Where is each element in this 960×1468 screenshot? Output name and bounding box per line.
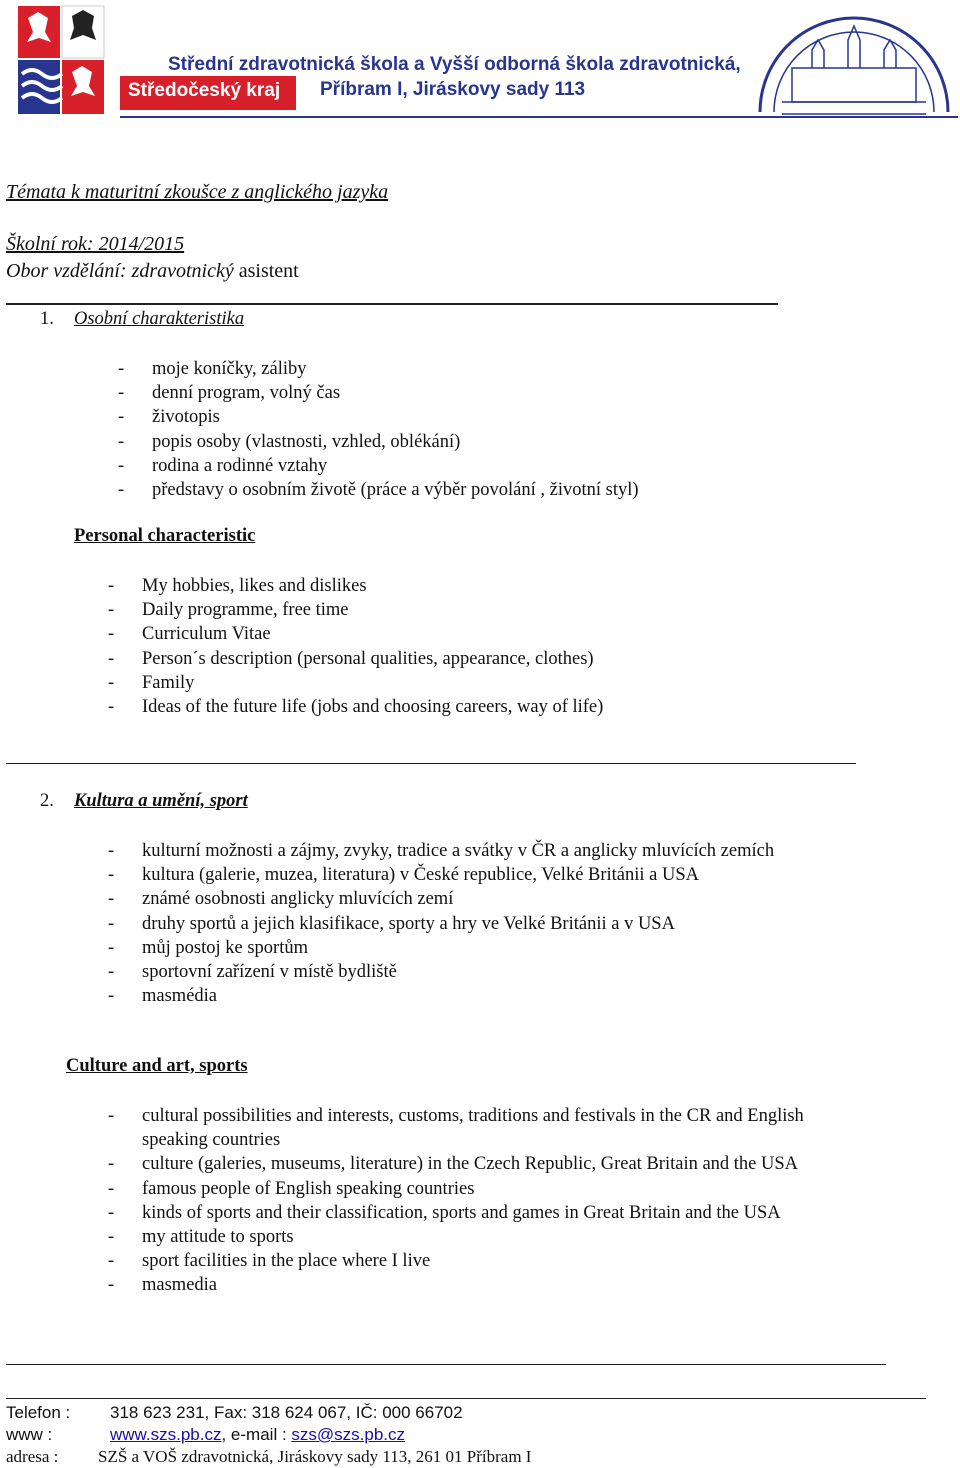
list-bullet: -: [108, 1106, 115, 1126]
list-item: [118, 478, 639, 502]
section-number: 1.: [40, 309, 54, 329]
list-bullet: -: [108, 913, 115, 934]
email-label: , e-mail :: [221, 1425, 287, 1444]
school-year: Školní rok: 2014/2015: [6, 233, 185, 255]
section-title: Osobní charakteristika: [74, 309, 245, 329]
section-divider: [6, 303, 778, 305]
list-item-text: famous people of English speaking countries: [142, 1178, 475, 1199]
list-item-text: masmédia: [142, 986, 218, 1007]
list-item: [118, 357, 639, 381]
region-coat-of-arms-icon: [16, 4, 106, 116]
list-bullet: -: [108, 986, 115, 1007]
list-item: [108, 1249, 804, 1273]
field-of-study: [6, 260, 299, 283]
section-divider: [6, 763, 856, 764]
www-label: www :: [6, 1425, 53, 1444]
list-item: [108, 574, 603, 598]
list-bullet: -: [108, 1154, 115, 1175]
list-item-text: culture (galeries, museums, literature) in the Czech Republic, Great Britain and the USA: [142, 1154, 799, 1175]
list-item-text: představy o osobním životě (práce a výběr povolání , životní styl): [152, 480, 639, 501]
footer-phone: [6, 1403, 463, 1423]
list-item-text: známé osobnosti anglicky mluvících zemí: [142, 889, 454, 910]
list-bullet: -: [108, 648, 115, 669]
list-item-text: My hobbies, likes and dislikes: [142, 576, 367, 596]
list-item-text: Family: [142, 672, 195, 693]
page-header: [0, 0, 960, 125]
list-item-text: rodina a rodinné vztahy: [152, 455, 328, 476]
footer-divider: [6, 1398, 926, 1399]
address-value: SZŠ a VOŠ zdravotnická, Jiráskovy sady 113, 261 01 Příbram I: [98, 1447, 532, 1466]
list-item-text: sportovní zařízení v místě bydliště: [142, 962, 397, 983]
email-link[interactable]: szs@szs.pb.cz: [291, 1425, 406, 1444]
list-item-text: denní program, volný čas: [152, 383, 341, 404]
list-item-text: můj postoj ke sportům: [142, 937, 308, 958]
list-bullet: -: [108, 672, 115, 693]
list-bullet: -: [108, 841, 115, 861]
list-bullet: -: [108, 1251, 115, 1272]
czech-topic-list: [108, 839, 774, 1008]
list-item-text: kultura (galerie, muzea, literatura) v České republice, Velké Británii a USA: [142, 865, 700, 886]
list-item-text: životopis: [152, 407, 220, 428]
list-bullet: -: [118, 383, 125, 404]
list-bullet: -: [108, 1202, 115, 1223]
list-item: [108, 839, 774, 863]
list-item-text: kinds of sports and their classification, sports and games in Great Britain and the USA: [142, 1202, 781, 1223]
footer-address: [6, 1447, 532, 1467]
school-address: Příbram I, Jiráskovy sady 113: [320, 79, 586, 100]
list-bullet: -: [118, 455, 125, 476]
list-item: [118, 405, 639, 429]
list-bullet: -: [118, 359, 125, 379]
list-bullet: -: [108, 1178, 115, 1199]
website-link[interactable]: www.szs.pb.cz: [110, 1425, 222, 1444]
list-bullet: -: [108, 697, 115, 718]
phone-label: Telefon :: [6, 1403, 71, 1422]
address-label: adresa :: [6, 1447, 59, 1466]
list-item: [108, 622, 603, 646]
list-item-text: popis osoby (vlastnosti, vzhled, oblékání): [152, 431, 461, 452]
list-item-text: Person´s description (personal qualities, appearance, clothes): [142, 648, 594, 669]
list-item: [108, 598, 603, 622]
list-bullet: -: [108, 937, 115, 958]
list-item: [108, 671, 603, 695]
list-item: [108, 1273, 804, 1297]
list-bullet: -: [108, 600, 115, 621]
list-bullet: -: [108, 576, 115, 596]
list-item: [108, 695, 603, 719]
list-bullet: -: [108, 865, 115, 886]
list-bullet: -: [108, 889, 115, 910]
list-item-text: moje koníčky, záliby: [152, 359, 307, 379]
school-seal-logo: [752, 6, 956, 116]
english-section-title: Culture and art, sports: [66, 1056, 248, 1076]
header-divider: [120, 116, 958, 118]
list-item-text: speaking countries: [142, 1130, 281, 1151]
document-title: Témata k maturitní zkoušce z anglického jazyka: [6, 181, 389, 203]
region-banner: [120, 76, 296, 110]
list-item-text: sport facilities in the place where I live: [142, 1251, 431, 1272]
list-item-text: cultural possibilities and interests, customs, traditions and festivals in the CR and English: [142, 1106, 804, 1126]
english-topic-list: [108, 1104, 804, 1298]
list-item: [108, 912, 774, 936]
list-item: [108, 647, 603, 671]
section-number: 2.: [40, 791, 54, 811]
list-item-text: kulturní možnosti a zájmy, zvyky, tradice a svátky v ČR a anglicky mluvících zemích: [142, 841, 775, 861]
footer-web: [6, 1425, 406, 1445]
list-bullet: -: [118, 431, 125, 452]
list-item-text: masmedia: [142, 1275, 218, 1296]
list-item: [118, 454, 639, 478]
english-section-title: Personal characteristic: [74, 526, 256, 546]
list-bullet: -: [118, 407, 125, 428]
list-item: [108, 1104, 804, 1128]
list-bullet: -: [108, 962, 115, 983]
list-item: [108, 1128, 804, 1152]
list-item: [108, 863, 774, 887]
list-item: [108, 1177, 804, 1201]
list-item: [118, 381, 639, 405]
czech-topic-list: [118, 357, 639, 502]
list-item-text: Ideas of the future life (jobs and choosing careers, way of life): [142, 697, 604, 718]
list-bullet: -: [108, 1275, 115, 1296]
page-footer: [0, 1390, 960, 1468]
list-item: [108, 887, 774, 911]
list-item: [118, 430, 639, 454]
field-of-study-value: asistent: [233, 260, 299, 282]
phone-value: 318 623 231, Fax: 318 624 067, IČ: 000 66702: [110, 1403, 463, 1422]
field-of-study-label: Obor vzdělání: zdravotnický: [6, 260, 234, 282]
list-bullet: -: [118, 480, 125, 501]
list-item-text: druhy sportů a jejich klasifikace, sporty a hry ve Velké Británii a v USA: [142, 913, 675, 934]
list-item-text: my attitude to sports: [142, 1227, 294, 1248]
list-item: [108, 936, 774, 960]
list-bullet: -: [108, 624, 115, 645]
list-item-text: Curriculum Vitae: [142, 624, 271, 645]
list-item: [108, 984, 774, 1008]
region-name: Středočeský kraj: [128, 80, 281, 101]
school-name: Střední zdravotnická škola a Vyšší odborná škola zdravotnická,: [168, 54, 741, 75]
english-topic-list: [108, 574, 603, 719]
list-item: [108, 1225, 804, 1249]
section-divider: [6, 1364, 886, 1365]
list-item: [108, 960, 774, 984]
list-item-text: Daily programme, free time: [142, 600, 349, 621]
section-title: Kultura a umění, sport: [74, 791, 248, 811]
list-item: [108, 1152, 804, 1176]
list-item: [108, 1201, 804, 1225]
list-bullet: -: [108, 1227, 115, 1248]
